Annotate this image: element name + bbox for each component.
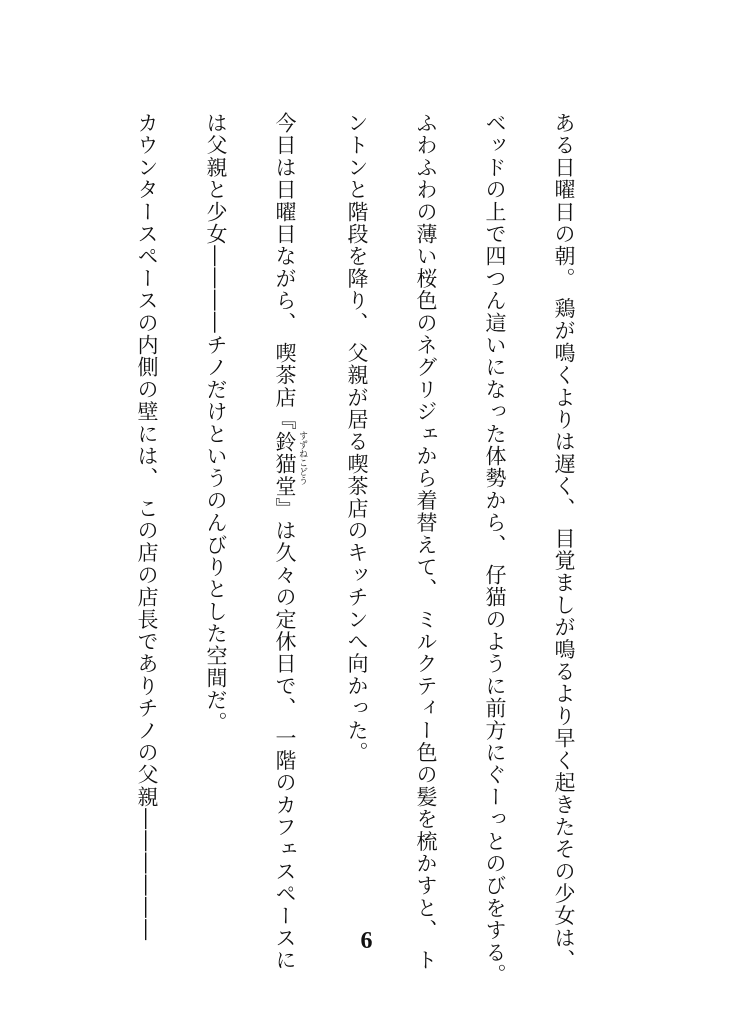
shop-name-ruby (273, 430, 307, 498)
text-line-5 (273, 112, 307, 972)
text-line-4: ントンと階段を降り、 父親が居る喫茶店のキッチンへ向かった。 (345, 112, 369, 764)
page-number: 6 (360, 928, 373, 954)
shop-name-furigana: すずねこどう (297, 430, 307, 485)
text-line-5-start: 今日は日曜日ながら、 喫茶店『 (273, 112, 297, 431)
text-line-7: カウンタースペースの内側の壁には、 この店の店長でありチノの父親―――――― (135, 112, 159, 942)
text-line-6: は父親と少女――――チノだけというのんびりとした空間だ。 (204, 112, 228, 734)
shop-name-base: 鈴猫堂 (273, 430, 297, 498)
text-line-2: ベッドの上で四つん這いになった体勢から、 仔猫のように前方にぐーっとのびをする。 (483, 112, 507, 986)
text-line-3: ふわふわの薄い桜色のネグリジェから着替えて、 ミルクティー色の髪を梳かすと、 ト (414, 112, 438, 972)
text-line-5-end: 』は久々の定休日で、 一階のカフェスペースに (273, 497, 297, 972)
text-line-1: ある日曜日の朝。 鶏が鳴くよりは遅く、 目覚ましが鳴るより早く起きたその少女は、 (552, 112, 576, 972)
